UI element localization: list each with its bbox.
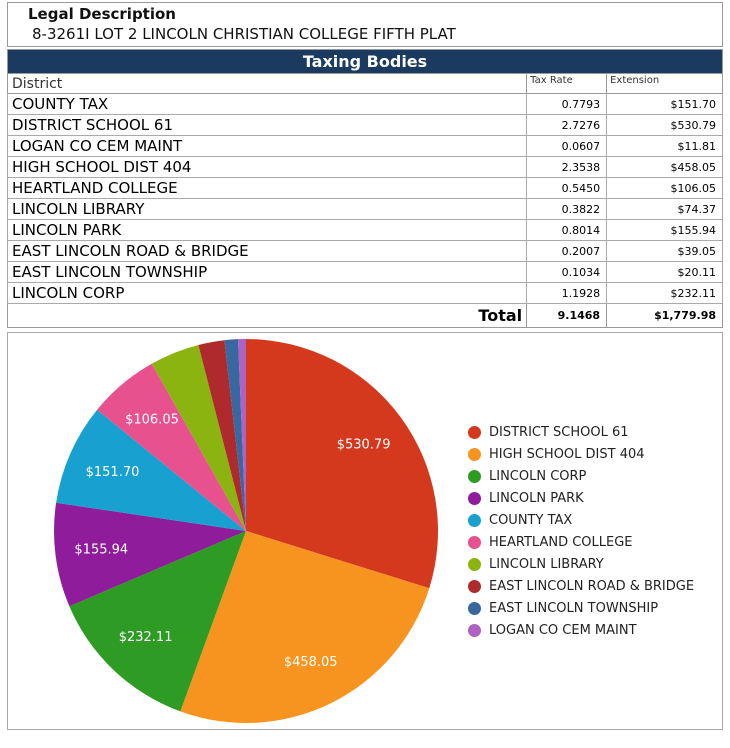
- tax-rate-cell: 0.5450: [527, 178, 607, 199]
- tax-rate-cell: 2.7276: [527, 115, 607, 136]
- legend-label: EAST LINCOLN ROAD & BRIDGE: [489, 578, 695, 594]
- extension-cell: $74.37: [607, 199, 723, 220]
- tax-rate-cell: 0.0607: [527, 136, 607, 157]
- legend-dot-icon: [468, 558, 481, 571]
- column-header-tax-rate: Tax Rate: [527, 74, 607, 94]
- legend-item: [468, 465, 694, 487]
- district-cell: HIGH SCHOOL DIST 404: [8, 157, 527, 178]
- column-header-district: District: [8, 74, 527, 94]
- chart-legend: [468, 421, 694, 641]
- legend-item: [468, 421, 694, 443]
- district-cell: LOGAN CO CEM MAINT: [8, 136, 527, 157]
- total-row: [8, 304, 723, 328]
- table-row: [8, 283, 723, 304]
- legend-label: COUNTY TAX: [489, 512, 573, 528]
- taxing-bodies-rows: [8, 94, 723, 304]
- legend-label: LOGAN CO CEM MAINT: [489, 622, 637, 638]
- taxing-bodies-table: [7, 49, 723, 328]
- table-row: [8, 178, 723, 199]
- taxing-bodies-column-header-row: [8, 74, 723, 94]
- legend-dot-icon: [468, 536, 481, 549]
- legend-dot-icon: [468, 602, 481, 615]
- legend-dot-icon: [468, 492, 481, 505]
- extension-cell: $151.70: [607, 94, 723, 115]
- district-cell: HEARTLAND COLLEGE: [8, 178, 527, 199]
- total-tax-rate: 9.1468: [527, 304, 607, 328]
- tax-rate-cell: 0.8014: [527, 220, 607, 241]
- tax-rate-cell: 1.1928: [527, 283, 607, 304]
- legend-item: [468, 531, 694, 553]
- district-cell: EAST LINCOLN TOWNSHIP: [8, 262, 527, 283]
- pie-slice-label: $458.05: [283, 654, 338, 670]
- legend-item: [468, 553, 694, 575]
- district-cell: LINCOLN PARK: [8, 220, 527, 241]
- taxing-bodies-title: Taxing Bodies: [8, 50, 723, 74]
- legal-description-title: Legal Description: [28, 5, 176, 23]
- table-row: [8, 199, 723, 220]
- total-extension: $1,779.98: [607, 304, 723, 328]
- extension-cell: $20.11: [607, 262, 723, 283]
- legend-dot-icon: [468, 624, 481, 637]
- pie-slice-label: $530.79: [336, 437, 391, 453]
- legend-dot-icon: [468, 426, 481, 439]
- extension-cell: $232.11: [607, 283, 723, 304]
- extension-cell: $530.79: [607, 115, 723, 136]
- tax-distribution-chart-section: [7, 332, 723, 730]
- legend-item: [468, 509, 694, 531]
- legend-item: [468, 487, 694, 509]
- table-row: [8, 220, 723, 241]
- extension-cell: $39.05: [607, 241, 723, 262]
- pie-slice-label: $106.05: [125, 412, 179, 428]
- legend-label: LINCOLN PARK: [489, 490, 584, 506]
- legend-label: LINCOLN LIBRARY: [489, 556, 604, 572]
- legend-label: HEARTLAND COLLEGE: [489, 534, 633, 550]
- district-cell: DISTRICT SCHOOL 61: [8, 115, 527, 136]
- pie-slice-label: $155.94: [74, 542, 129, 558]
- tax-rate-cell: 0.7793: [527, 94, 607, 115]
- table-row: [8, 262, 723, 283]
- pie-slice-label: $151.70: [85, 465, 140, 481]
- legend-label: HIGH SCHOOL DIST 404: [489, 446, 645, 462]
- legal-description-section: [7, 2, 723, 47]
- district-cell: LINCOLN CORP: [8, 283, 527, 304]
- legend-dot-icon: [468, 448, 481, 461]
- extension-cell: $458.05: [607, 157, 723, 178]
- legend-label: DISTRICT SCHOOL 61: [489, 424, 629, 440]
- district-cell: LINCOLN LIBRARY: [8, 199, 527, 220]
- legend-dot-icon: [468, 580, 481, 593]
- district-cell: EAST LINCOLN ROAD & BRIDGE: [8, 241, 527, 262]
- table-row: [8, 136, 723, 157]
- column-header-extension: Extension: [607, 74, 723, 94]
- extension-cell: $106.05: [607, 178, 723, 199]
- table-row: [8, 94, 723, 115]
- district-cell: COUNTY TAX: [8, 94, 527, 115]
- table-row: [8, 241, 723, 262]
- legend-item: [468, 443, 694, 465]
- table-row: [8, 115, 723, 136]
- total-label: Total: [8, 304, 527, 328]
- legend-label: EAST LINCOLN TOWNSHIP: [489, 600, 659, 616]
- legend-item: [468, 597, 694, 619]
- tax-rate-cell: 2.3538: [527, 157, 607, 178]
- extension-cell: $155.94: [607, 220, 723, 241]
- pie-slice-label: $232.11: [118, 629, 173, 645]
- legend-item: [468, 575, 694, 597]
- tax-rate-cell: 0.1034: [527, 262, 607, 283]
- tax-rate-cell: 0.2007: [527, 241, 607, 262]
- extension-cell: $11.81: [607, 136, 723, 157]
- tax-rate-cell: 0.3822: [527, 199, 607, 220]
- legal-description-value: 8-3261I LOT 2 LINCOLN CHRISTIAN COLLEGE FIFTH PLAT: [32, 25, 456, 43]
- legend-dot-icon: [468, 514, 481, 527]
- legend-item: [468, 619, 694, 641]
- pie-chart: [50, 335, 442, 727]
- legend-dot-icon: [468, 470, 481, 483]
- legend-label: LINCOLN CORP: [489, 468, 587, 484]
- table-row: [8, 157, 723, 178]
